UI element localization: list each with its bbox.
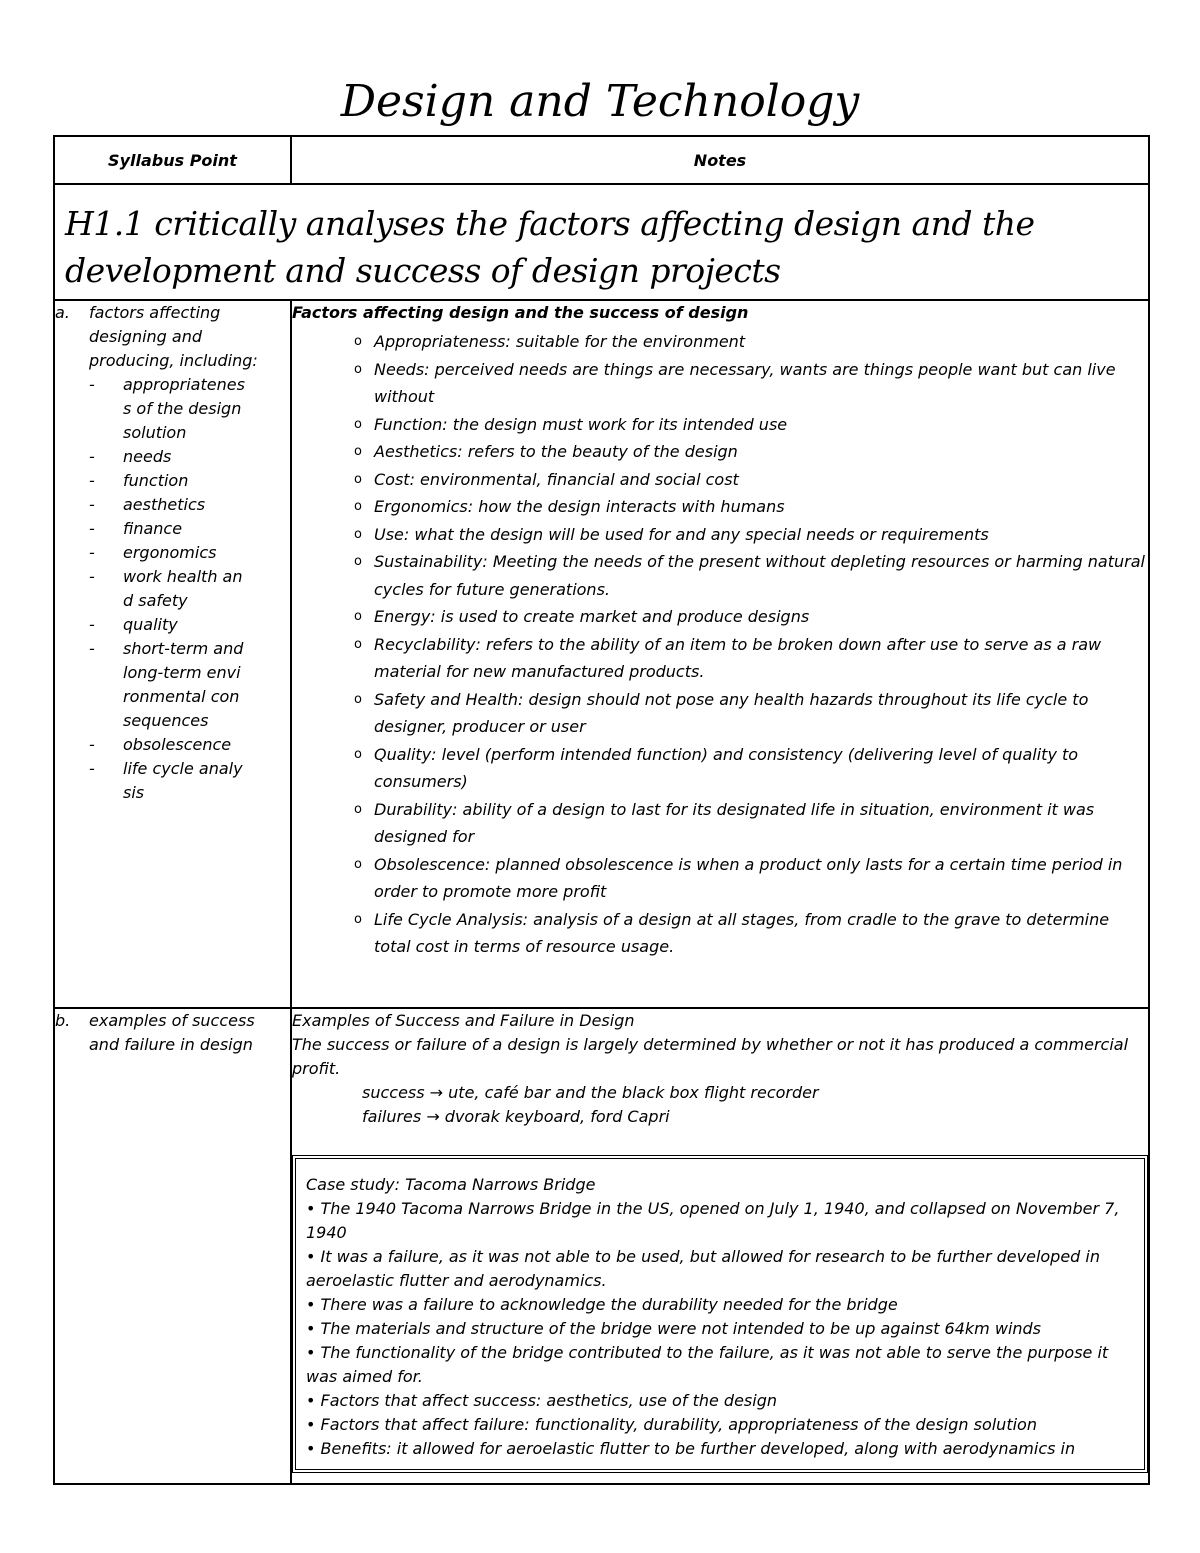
table-row xyxy=(54,1008,1149,1484)
note-text: Energy: is used to create market and produce designs xyxy=(374,607,810,626)
hollow-circle-icon: o xyxy=(354,746,362,762)
hollow-circle-icon: o xyxy=(354,609,362,624)
dash-icon: - xyxy=(89,735,95,754)
dash-icon: - xyxy=(89,567,95,586)
table-row xyxy=(54,300,1149,1008)
syllabus-cell-b xyxy=(54,1008,291,1484)
sub-point-item xyxy=(89,613,259,637)
outcome-heading: H1.1 critically analyses the factors affecting design and the development and success of design projects xyxy=(65,204,1035,290)
note-text: Life Cycle Analysis: analysis of a design at all stages, from cradle to the grave to determine total cost in terms of resource usage. xyxy=(374,909,1110,956)
notes-list xyxy=(292,328,1148,961)
hollow-circle-icon: o xyxy=(354,416,362,432)
sub-point-item xyxy=(89,565,259,613)
list-item xyxy=(292,631,1148,686)
sub-point-text: obsolescence xyxy=(123,735,232,754)
note-text: Safety and Health: design should not pose any health hazards throughout its life cycle to designer, producer or user xyxy=(374,689,1089,736)
note-text: Recyclability: refers to the ability of an item to be broken down after use to serve as a raw material for new manufactured products. xyxy=(374,634,1102,681)
sub-point-item xyxy=(89,733,259,757)
case-study-point: • The 1940 Tacoma Narrows Bridge in the US, opened on July 1, 1940, and collapsed on November 7, 1940 xyxy=(306,1199,1120,1242)
row-label: a. xyxy=(55,303,70,322)
case-study-point: • It was a failure, as it was not able to be used, but allowed for research to be further developed in aeroelastic flutter and aerodynamics. xyxy=(306,1247,1101,1290)
sub-points-list xyxy=(89,373,259,805)
notes-heading: Factors affecting design and the success of design xyxy=(292,303,749,322)
case-study-point: • Benefits: it allowed for aeroelastic flutter to be further developed, along with aerodynamics in xyxy=(306,1439,1076,1458)
table-header-row xyxy=(54,136,1149,184)
list-item xyxy=(292,411,1148,439)
case-study-point: • Factors that affect failure: functionality, durability, appropriateness of the design solution xyxy=(306,1415,1037,1434)
row-label: b. xyxy=(55,1011,71,1030)
page-title: Design and Technology xyxy=(340,76,860,127)
outcome-heading-row xyxy=(54,184,1149,300)
syllabus-header: Syllabus Point xyxy=(54,136,291,184)
list-item xyxy=(292,686,1148,741)
hollow-circle-icon: o xyxy=(354,471,362,487)
list-item xyxy=(292,796,1148,851)
hollow-circle-icon: o xyxy=(354,801,362,817)
dash-icon: - xyxy=(89,759,95,778)
dash-icon: - xyxy=(89,495,95,514)
sub-point-text: finance xyxy=(123,519,183,538)
case-study-point: • The functionality of the bridge contributed to the failure, as it was not able to serve the purpose it was aimed for. xyxy=(306,1343,1109,1386)
syllabus-text: examples of success and failure in design xyxy=(89,1011,255,1054)
hollow-circle-icon: o xyxy=(354,334,362,349)
hollow-circle-icon: o xyxy=(354,526,362,542)
list-item xyxy=(292,741,1148,796)
note-text: Function: the design must work for its intended use xyxy=(374,414,788,434)
sub-point-item xyxy=(89,517,259,541)
dash-icon: - xyxy=(89,471,95,490)
notes-cell-a xyxy=(291,300,1149,1008)
failures-line: failures → dvorak keyboard, ford Capri xyxy=(362,1107,670,1126)
hollow-circle-icon: o xyxy=(354,856,362,872)
note-text: Obsolescence: planned obsolescence is when a product only lasts for a certain time period in order to promote more profit xyxy=(374,854,1123,901)
sub-point-item xyxy=(89,757,259,805)
dash-icon: - xyxy=(89,615,95,634)
sub-point-item xyxy=(89,493,259,517)
sub-point-text: work health and safety xyxy=(123,567,243,610)
dash-icon: - xyxy=(89,447,95,466)
dash-icon: - xyxy=(89,375,95,394)
list-item xyxy=(292,906,1148,961)
case-study-point: • There was a failure to acknowledge the durability needed for the bridge xyxy=(306,1295,898,1314)
hollow-circle-icon: o xyxy=(354,554,362,569)
dash-icon: - xyxy=(89,519,95,538)
hollow-circle-icon: o xyxy=(354,636,362,652)
sub-point-item xyxy=(89,637,259,733)
hollow-circle-icon: o xyxy=(354,361,362,377)
sub-point-text: function xyxy=(123,471,189,490)
sub-point-text: aesthetics xyxy=(123,495,206,514)
case-study-points xyxy=(306,1197,1134,1461)
sub-point-item xyxy=(89,541,259,565)
note-text: Aesthetics: refers to the beauty of the design xyxy=(374,442,738,461)
sub-point-text: ergonomics xyxy=(123,543,217,562)
case-study-box xyxy=(292,1155,1148,1473)
sub-point-item xyxy=(89,469,259,493)
list-item xyxy=(292,851,1148,906)
list-item xyxy=(292,438,1148,466)
hollow-circle-icon: o xyxy=(354,691,362,707)
note-text: Appropriateness: suitable for the environment xyxy=(374,332,746,351)
notes-cell-b xyxy=(291,1008,1149,1484)
case-study-title: Case study: Tacoma Narrows Bridge xyxy=(306,1175,596,1194)
dash-icon: - xyxy=(89,543,95,562)
hollow-circle-icon: o xyxy=(354,444,362,459)
sub-point-text: appropriateness of the design solution xyxy=(123,375,245,442)
hollow-circle-icon: o xyxy=(354,911,362,927)
list-item xyxy=(292,356,1148,411)
sub-point-item xyxy=(89,445,259,469)
dash-icon: - xyxy=(89,639,95,658)
syllabus-text: factors affecting designing and producing, including: xyxy=(89,303,258,370)
list-item xyxy=(292,466,1148,494)
list-item xyxy=(292,548,1148,603)
note-text: Quality: level (perform intended function) and consistency (delivering level of quality to consumers) xyxy=(374,744,1079,791)
sub-point-text: short-term and long-term environmental consequences xyxy=(123,639,244,730)
note-text: Ergonomics: how the design interacts with humans xyxy=(374,497,785,516)
syllabus-table xyxy=(53,135,1150,1485)
hollow-circle-icon: o xyxy=(354,499,362,514)
note-text: Durability: ability of a design to last for its designated life in situation, environment it was designed for xyxy=(374,799,1095,846)
note-text: Needs: perceived needs are things are necessary, wants are things people want but can live without xyxy=(374,359,1116,406)
notes-heading: Examples of Success and Failure in Design xyxy=(292,1011,635,1030)
notes-intro: The success or failure of a design is largely determined by whether or not it has produced a commercial profit. xyxy=(292,1035,1129,1078)
list-item xyxy=(292,603,1148,631)
case-study-point: • Factors that affect success: aesthetics, use of the design xyxy=(306,1391,777,1410)
sub-point-text: quality xyxy=(123,615,178,634)
case-study-point: • The materials and structure of the bridge were not intended to be up against 64km winds xyxy=(306,1319,1042,1338)
sub-point-item xyxy=(89,373,259,445)
list-item xyxy=(292,493,1148,521)
sub-point-text: needs xyxy=(123,447,172,466)
note-text: Use: what the design will be used for and any special needs or requirements xyxy=(374,524,989,544)
sub-point-text: life cycle analysis xyxy=(123,759,243,802)
notes-header: Notes xyxy=(291,136,1149,184)
list-item xyxy=(292,521,1148,549)
success-line: success → ute, café bar and the black box flight recorder xyxy=(362,1083,819,1102)
list-item xyxy=(292,328,1148,356)
note-text: Sustainability: Meeting the needs of the present without depleting resources or harming natural cycles for future generations. xyxy=(374,552,1145,599)
note-text: Cost: environmental, financial and social cost xyxy=(374,469,739,489)
syllabus-cell-a xyxy=(54,300,291,1008)
